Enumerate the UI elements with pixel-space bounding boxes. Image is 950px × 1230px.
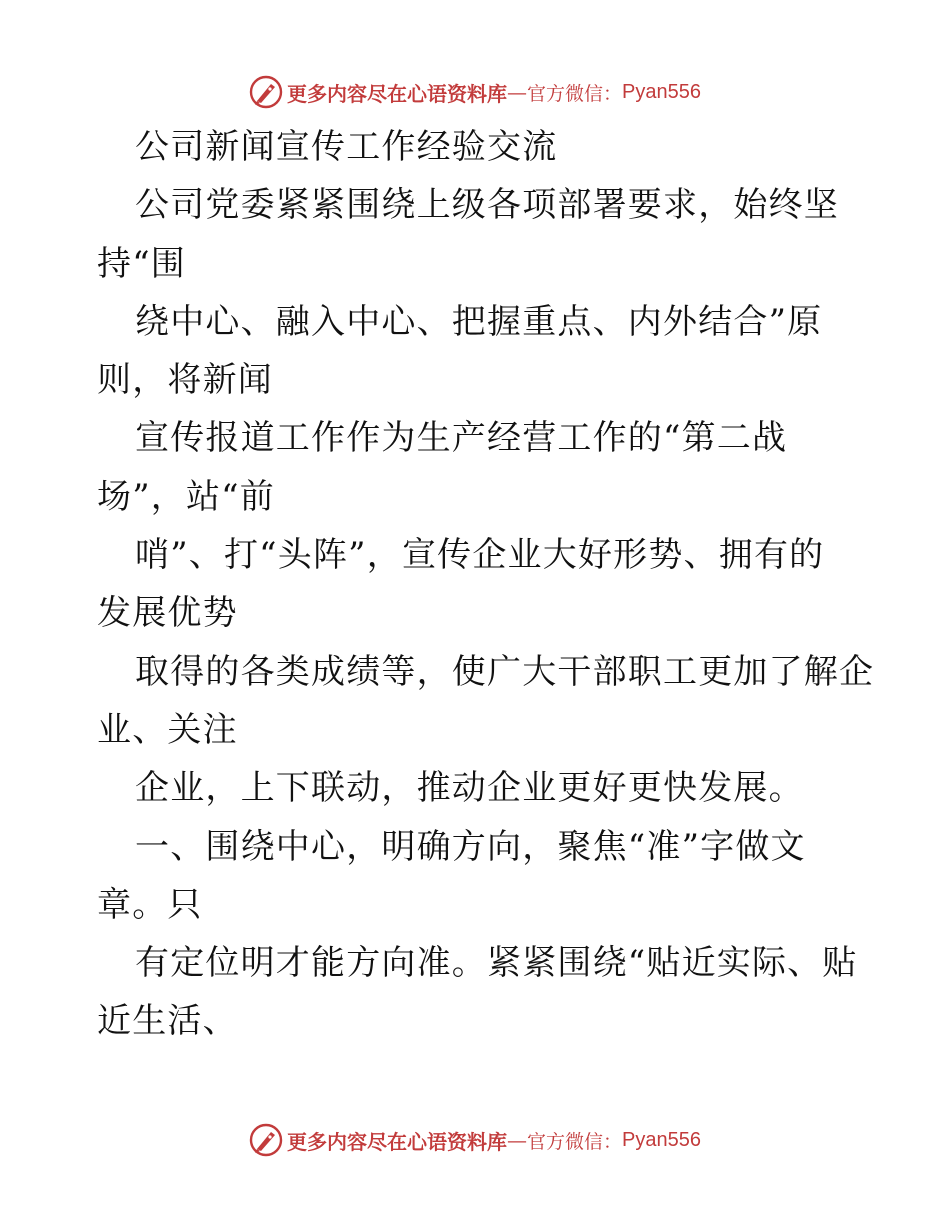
text-line: 则，将新闻 — [97, 360, 273, 401]
section-heading: 一、围绕中心，明确方向，聚焦“准”字做文 — [135, 826, 806, 867]
document-title: 公司新闻宣传工作经验交流 — [135, 127, 558, 167]
document-body — [97, 118, 875, 1051]
pen-logo-icon — [249, 1123, 283, 1157]
text-line: 场”，站“前 — [97, 476, 275, 517]
text-line: 章。只 — [97, 884, 203, 925]
pen-logo-icon — [249, 75, 283, 109]
text-line: 取得的各类成绩等，使广大干部职工更加了解企 — [135, 651, 875, 692]
text-line: 宣传报道工作作为生产经营工作的“第二战 — [135, 418, 788, 459]
text-line: 持“围 — [97, 243, 186, 284]
text-line: 哨”、打“头阵”，宣传企业大好形势、拥有的 — [135, 535, 825, 576]
banner-wechat-id: Pyan556 — [622, 1128, 701, 1151]
text-line: 公司党委紧紧围绕上级各项部署要求，始终坚 — [135, 185, 839, 226]
text-line: 绕中心、融入中心、把握重点、内外结合”原 — [135, 301, 823, 342]
text-line: 发展优势 — [97, 593, 238, 634]
banner-brand-text: 更多内容尽在心语资料库 — [287, 81, 507, 106]
text-line: 近生活、 — [97, 1001, 238, 1042]
banner-wechat-label: 官方微信： — [527, 82, 623, 105]
banner-wechat-id: Pyan556 — [622, 80, 701, 103]
header-banner — [0, 72, 950, 112]
banner-separator: — — [507, 80, 527, 104]
banner-separator: — — [507, 1128, 527, 1152]
text-line: 业、关注 — [97, 709, 238, 750]
text-line: 有定位明才能方向准。紧紧围绕“贴近实际、贴 — [135, 943, 858, 984]
text-line: 企业，上下联动，推动企业更好更快发展。 — [135, 768, 804, 809]
banner-brand-text: 更多内容尽在心语资料库 — [287, 1129, 507, 1154]
banner-wechat-label: 官方微信： — [527, 1130, 623, 1153]
footer-banner — [0, 1120, 950, 1160]
